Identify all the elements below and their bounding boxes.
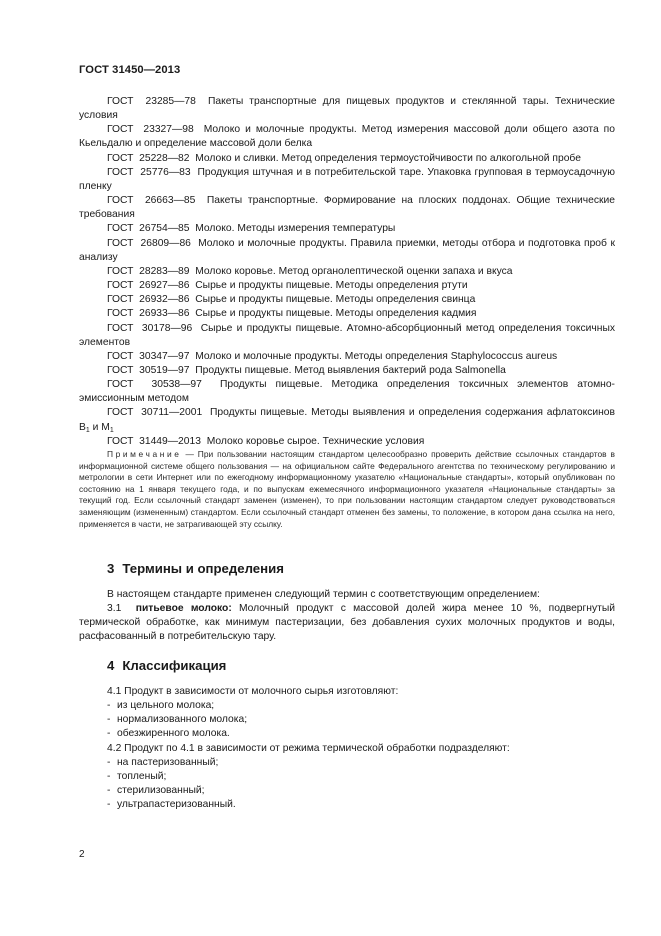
section-4-heading: 4 Классификация — [107, 658, 227, 673]
reference-code: ГОСТ 26933—86 — [107, 308, 190, 320]
reference-title: Сырье и продукты пищевые. Атомно-абсорбционный метод определения токсичных элементов — [79, 322, 615, 348]
document-code-header: ГОСТ 31450—2013 — [79, 64, 181, 76]
reference-item — [79, 95, 615, 123]
references-note — [79, 449, 615, 530]
reference-code: ГОСТ 23285—78 — [107, 96, 196, 107]
list-item: - ультрапастеризованный. — [107, 799, 236, 811]
reference-title: Продукты пищевые. Метод выявления бактерий рода Salmonella — [195, 364, 506, 376]
list-item: - нормализованного молока; — [107, 714, 248, 726]
reference-code: ГОСТ 26927—86 — [107, 280, 190, 292]
reference-title: Молоко и молочные продукты. Правила приемки, методы отбора и подготовка проб к анализу — [79, 237, 615, 263]
reference-code: ГОСТ 26932—86 — [107, 294, 190, 306]
reference-code: ГОСТ 30347—97 — [107, 350, 190, 362]
reference-code: ГОСТ 26663—85 — [107, 195, 196, 207]
normative-references-list — [79, 95, 615, 449]
reference-item — [79, 265, 615, 279]
reference-item — [79, 237, 615, 265]
reference-code: ГОСТ 23327—98 — [107, 124, 194, 136]
reference-code: ГОСТ 25228—82 — [107, 152, 190, 164]
reference-item — [79, 350, 615, 364]
section-3-intro: В настоящем стандарте применен следующий термин с соответствующим определением: — [107, 589, 540, 600]
reference-item — [79, 123, 615, 151]
reference-title: Продукты пищевые. Методика определения токсичных элементов атомно-эмиссионным методом — [79, 379, 615, 405]
page-number: 2 — [79, 849, 85, 860]
clause-4-1: 4.1 Продукт в зависимости от молочного сырья изготовляют: — [107, 686, 399, 697]
classification-list — [79, 685, 615, 812]
reference-item — [79, 378, 615, 406]
reference-title: Молоко. Методы измерения температуры — [195, 223, 396, 235]
reference-item — [79, 194, 615, 222]
reference-title: Пакеты транспортные для пищевых продуктов и стеклянной тары. Технические условия — [79, 96, 615, 122]
reference-code: ГОСТ 30711—2001 — [107, 407, 203, 419]
reference-title: Молоко коровье. Метод органолептической оценки запаха и вкуса — [195, 265, 513, 277]
reference-item — [79, 279, 615, 293]
reference-title: Продукция штучная и в потребительской таре. Упаковка групповая в термоусадочную пленку — [79, 166, 615, 192]
reference-code: ГОСТ 26809—86 — [107, 237, 191, 249]
note-text: — При пользовании настоящим стандартом целесообразно проверить действие ссылочных стандартов в информационной системе общего пользования — на официальном сайте Федерального агентства по техническому регулированию и метрологии в сети Интернет или по ежегодному информационному указателю «Национальные стандарты», который опубликован по состоянию на 1 января текущего года, и по выпускам ежемесячного информационного указателя «Национальные стандарты» за текущий год. Если ссылочный стандарт заменен (изменен), то при пользовании настоящим стандартом следует руководствоваться заменяющим (измененным) стандартом. Если ссылочный стандарт отменен без замены, то положение, в котором дана ссылка на него, применяется в части, не затрагивающей эту ссылку. — [79, 449, 615, 529]
note-label: Примечание — [107, 449, 182, 459]
list-item: - стерилизованный; — [107, 785, 205, 797]
reference-item — [79, 322, 615, 350]
reference-item — [79, 152, 615, 166]
list-item: - на пастеризованный; — [107, 756, 219, 768]
reference-code: ГОСТ 31449—2013 — [107, 435, 201, 447]
defined-term: питьевое молоко: — [135, 603, 232, 614]
reference-item — [79, 293, 615, 307]
reference-item — [79, 364, 615, 378]
section-3-heading: 3 Термины и определения — [107, 561, 284, 576]
reference-title: Сырье и продукты пищевые. Методы определения кадмия — [195, 308, 477, 320]
reference-code: ГОСТ 25776—83 — [107, 166, 191, 178]
clause-4-2: 4.2 Продукт по 4.1 в зависимости от режима термической обработки подразделяют: — [107, 742, 510, 754]
definition-3-1: 3.1 питьевое молоко: Молочный продукт с массовой долей жира менее 10 %, подвергнутый термической обработке, как минимум пастеризации, без добавления сухих молочных продуктов и воды, расфасованный в потребительскую тару. — [79, 603, 615, 643]
reference-title: Молоко и сливки. Метод определения термоустойчивости по алкогольной пробе — [195, 152, 581, 164]
list-item: - топленый; — [107, 770, 167, 782]
reference-item — [79, 435, 615, 449]
reference-item — [79, 307, 615, 321]
reference-code: ГОСТ 30178—96 — [107, 322, 193, 334]
list-item: - обезжиренного молока. — [107, 728, 230, 740]
reference-code: ГОСТ 30519—97 — [107, 364, 190, 376]
reference-title: Молоко и молочные продукты. Метод измерения массовой доли общего азота по Кьельдалю и определение массовой доли белка — [79, 124, 615, 150]
list-item: - из цельного молока; — [107, 700, 215, 712]
reference-title: Молоко коровье сырое. Технические условия — [206, 435, 425, 447]
reference-title: Продукты пищевые. Методы выявления и определения содержания афлатоксинов $B_1$ и $M_1$ — [79, 407, 615, 434]
reference-title: Сырье и продукты пищевые. Методы определения свинца — [195, 294, 476, 306]
reference-title: Молоко и молочные продукты. Методы определения Staphylococcus aureus — [195, 350, 558, 362]
reference-item — [79, 166, 615, 194]
reference-title: Сырье и продукты пищевые. Методы определения ртути — [195, 280, 468, 292]
reference-code: ГОСТ 26754—85 — [107, 223, 190, 235]
reference-item-aflatoxin — [79, 406, 615, 434]
reference-title: Пакеты транспортные. Формирование на плоских поддонах. Общие технические требования — [79, 195, 615, 221]
reference-code: ГОСТ 28283—89 — [107, 265, 190, 277]
reference-code: ГОСТ 30538—97 — [107, 379, 202, 391]
reference-item — [79, 222, 615, 236]
